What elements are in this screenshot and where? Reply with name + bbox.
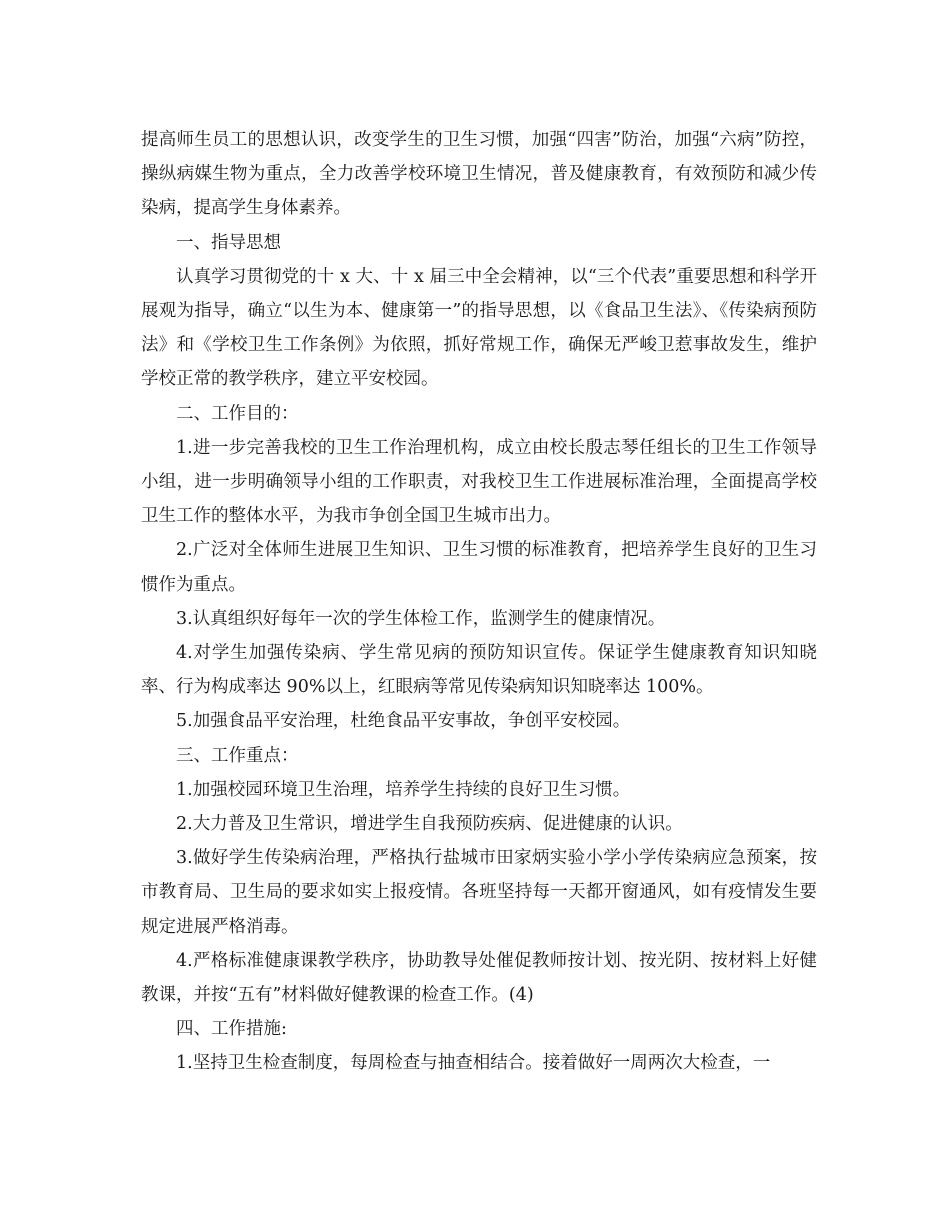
work-goal-item-4: 4.对学生加强传染病、学生常见病的预防知识宣传。保证学生健康教育知识知晓率、行为构成率达 90%以上，红眼病等常见传染病知识知晓率达 100%。 <box>141 643 817 698</box>
work-goal-item-3: 3.认真组织好每年一次的学生体检工作，监测学生的健康情况。 <box>176 608 666 629</box>
document-body <box>141 123 817 1081</box>
section-heading-work-measures: 四、工作措施: <box>176 1019 287 1040</box>
section-heading-work-focus: 三、工作重点： <box>176 745 299 766</box>
guiding-thought-paragraph: 认真学习贯彻党的十 x 大、十 x 届三中全会精神，以“三个代表”重要思想和科学开展观为指导，确立“以生为本、健康第一”的指导思想，以《食品卫生法》、《传染病预防法》和《学校卫生工作条例》为依照，抓好常规工作，确保无严峻卫惹事故发生，维护学校正常的教学秩序，建立平安校园。 <box>141 266 817 390</box>
intro-paragraph: 提高师生员工的思想认识，改变学生的卫生习惯，加强“四害”防治，加强“六病”防控，操纵病媒生物为重点，全力改善学校环境卫生情况，普及健康教育，有效预防和减少传染病，提高学生身体素养。 <box>141 130 817 219</box>
work-goal-item-2: 2.广泛对全体师生进展卫生知识、卫生习惯的标准教育，把培养学生良好的卫生习惯作为重点。 <box>141 540 817 595</box>
work-focus-item-4: 4.严格标准健康课教学秩序，协助教导处催促教师按计划、按光阴、按材料上好健教课，并按“五有”材料做好健教课的检查工作。(4) <box>141 950 817 1006</box>
work-focus-item-2: 2.大力普及卫生常识，增进学生自我预防疾病、促进健康的认识。 <box>176 814 683 835</box>
work-focus-item-1: 1.加强校园环境卫生治理，培养学生持续的良好卫生习惯。 <box>176 779 631 800</box>
section-heading-guiding-thought: 一、指导思想 <box>176 232 281 253</box>
work-measure-item-1: 1.坚持卫生检查制度，每周检查与抽查相结合。接着做好一周两次大检查，一 <box>176 1053 771 1074</box>
work-focus-item-3: 3.做好学生传染病治理，严格执行盐城市田家炳实验小学小学传染病应急预案，按市教育局、卫生局的要求如实上报疫情。各班坚持每一天都开窗通风，如有疫情发生要规定进展严格消毒。 <box>141 848 817 937</box>
section-heading-work-goals: 二、工作目的： <box>176 403 299 424</box>
work-goal-item-5: 5.加强食品平安治理，杜绝食品平安事故，争创平安校园。 <box>176 711 631 732</box>
work-goal-item-1: 1.进一步完善我校的卫生工作治理机构，成立由校长殷志琴任组长的卫生工作领导小组，进一步明确领导小组的工作职责，对我校卫生工作进展标准治理，全面提高学校卫生工作的整体水平，为我市争创全国卫生城市出力。 <box>141 437 817 527</box>
